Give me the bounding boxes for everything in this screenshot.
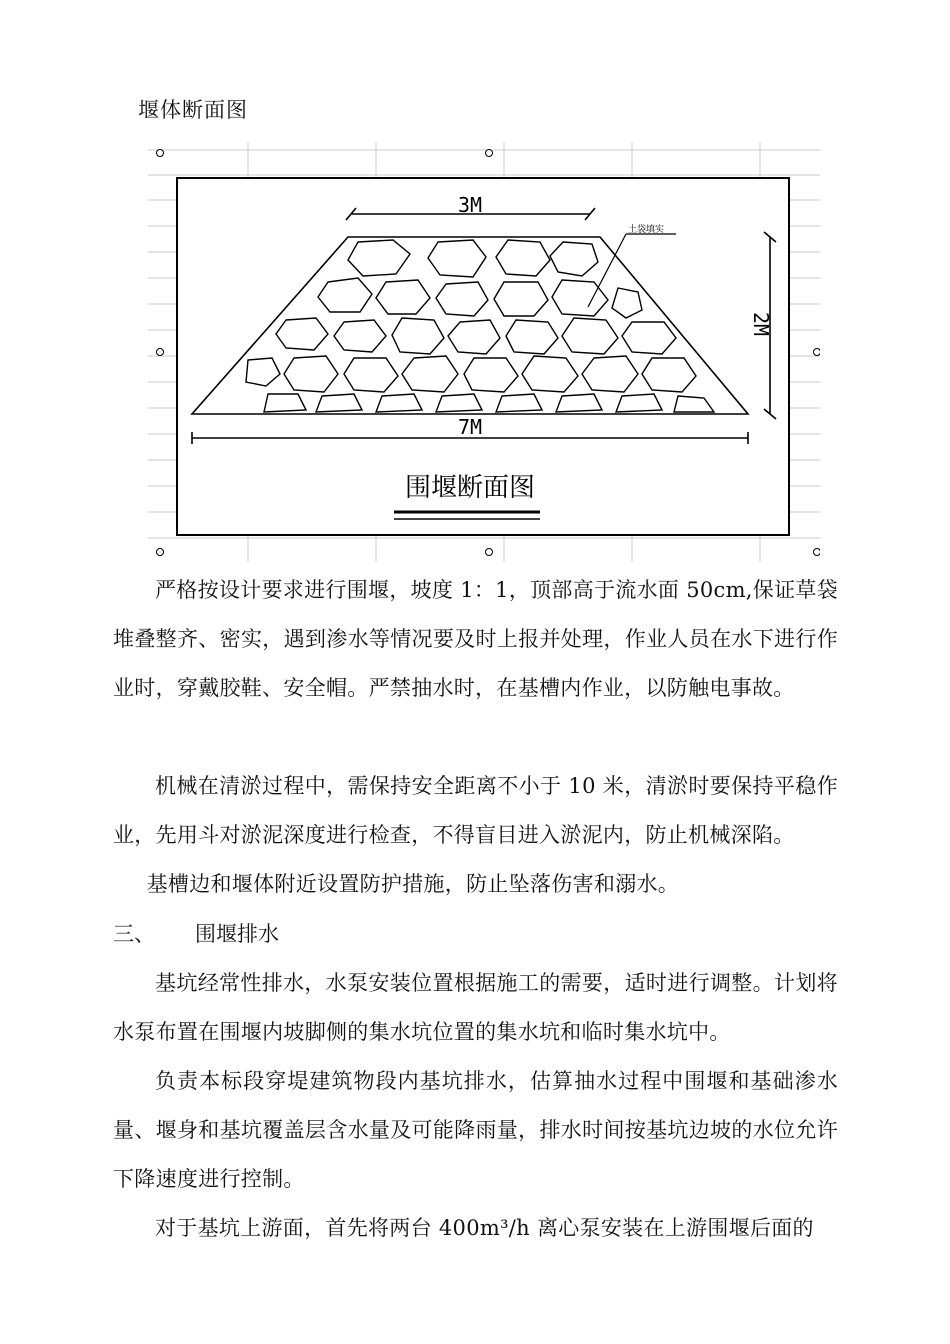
figure-caption: 堰体断面图 [138, 98, 248, 122]
paragraph-cofferdam-requirements: 严格按设计要求进行围堰，坡度 1：1，顶部高于流水面 50cm,保证草袋堆叠整齐、密实，遇到渗水等情况要及时上报并处理，作业人员在水下进行作业时，穿戴胶鞋、安全帽。严禁抽水时，在基槽内作业，以防触电事故。 [113, 578, 838, 700]
paragraph-protection-measures: 基槽边和堰体附近设置防护措施，防止坠落伤害和溺水。 [146, 872, 680, 896]
paragraph-drainage-estimation: 负责本标段穿堤建筑物段内基坑排水，估算抽水过程中围堰和基础渗水量、堰身和基坑覆盖层含水量及可能降雨量，排水时间按基坑边坡的水位允许下降速度进行控制。 [113, 1069, 838, 1191]
height-dimension-label: 2M [749, 311, 773, 337]
paragraph-dredging-safety: 机械在清淤过程中，需保持安全距离不小于 10 米，清淤时要保持平稳作业，先用斗对淤泥深度进行检查，不得盲目进入淤泥内，防止机械深陷。 [113, 774, 838, 847]
bottom-dimension-label: 7M [457, 415, 483, 439]
paragraph-upstream-pumps: 对于基坑上游面，首先将两台 400m³/h 离心泵安装在上游围堰后面的 [155, 1216, 814, 1240]
drawing-title: 围堰断面图 [404, 473, 536, 503]
cofferdam-section-figure [148, 142, 820, 562]
section-heading [113, 910, 279, 959]
cofferdam-drawing [148, 142, 820, 562]
material-label: 土袋填实 [628, 225, 665, 235]
section-title: 围堰排水 [195, 922, 279, 946]
paragraph-pit-drainage: 基坑经常性排水，水泵安装位置根据施工的需要，适时进行调整。计划将水泵布置在围堰内坡脚侧的集水坑位置的集水坑和临时集水坑中。 [113, 971, 838, 1044]
section-number: 三、 [113, 922, 155, 946]
top-dimension-label: 3M [457, 193, 483, 217]
